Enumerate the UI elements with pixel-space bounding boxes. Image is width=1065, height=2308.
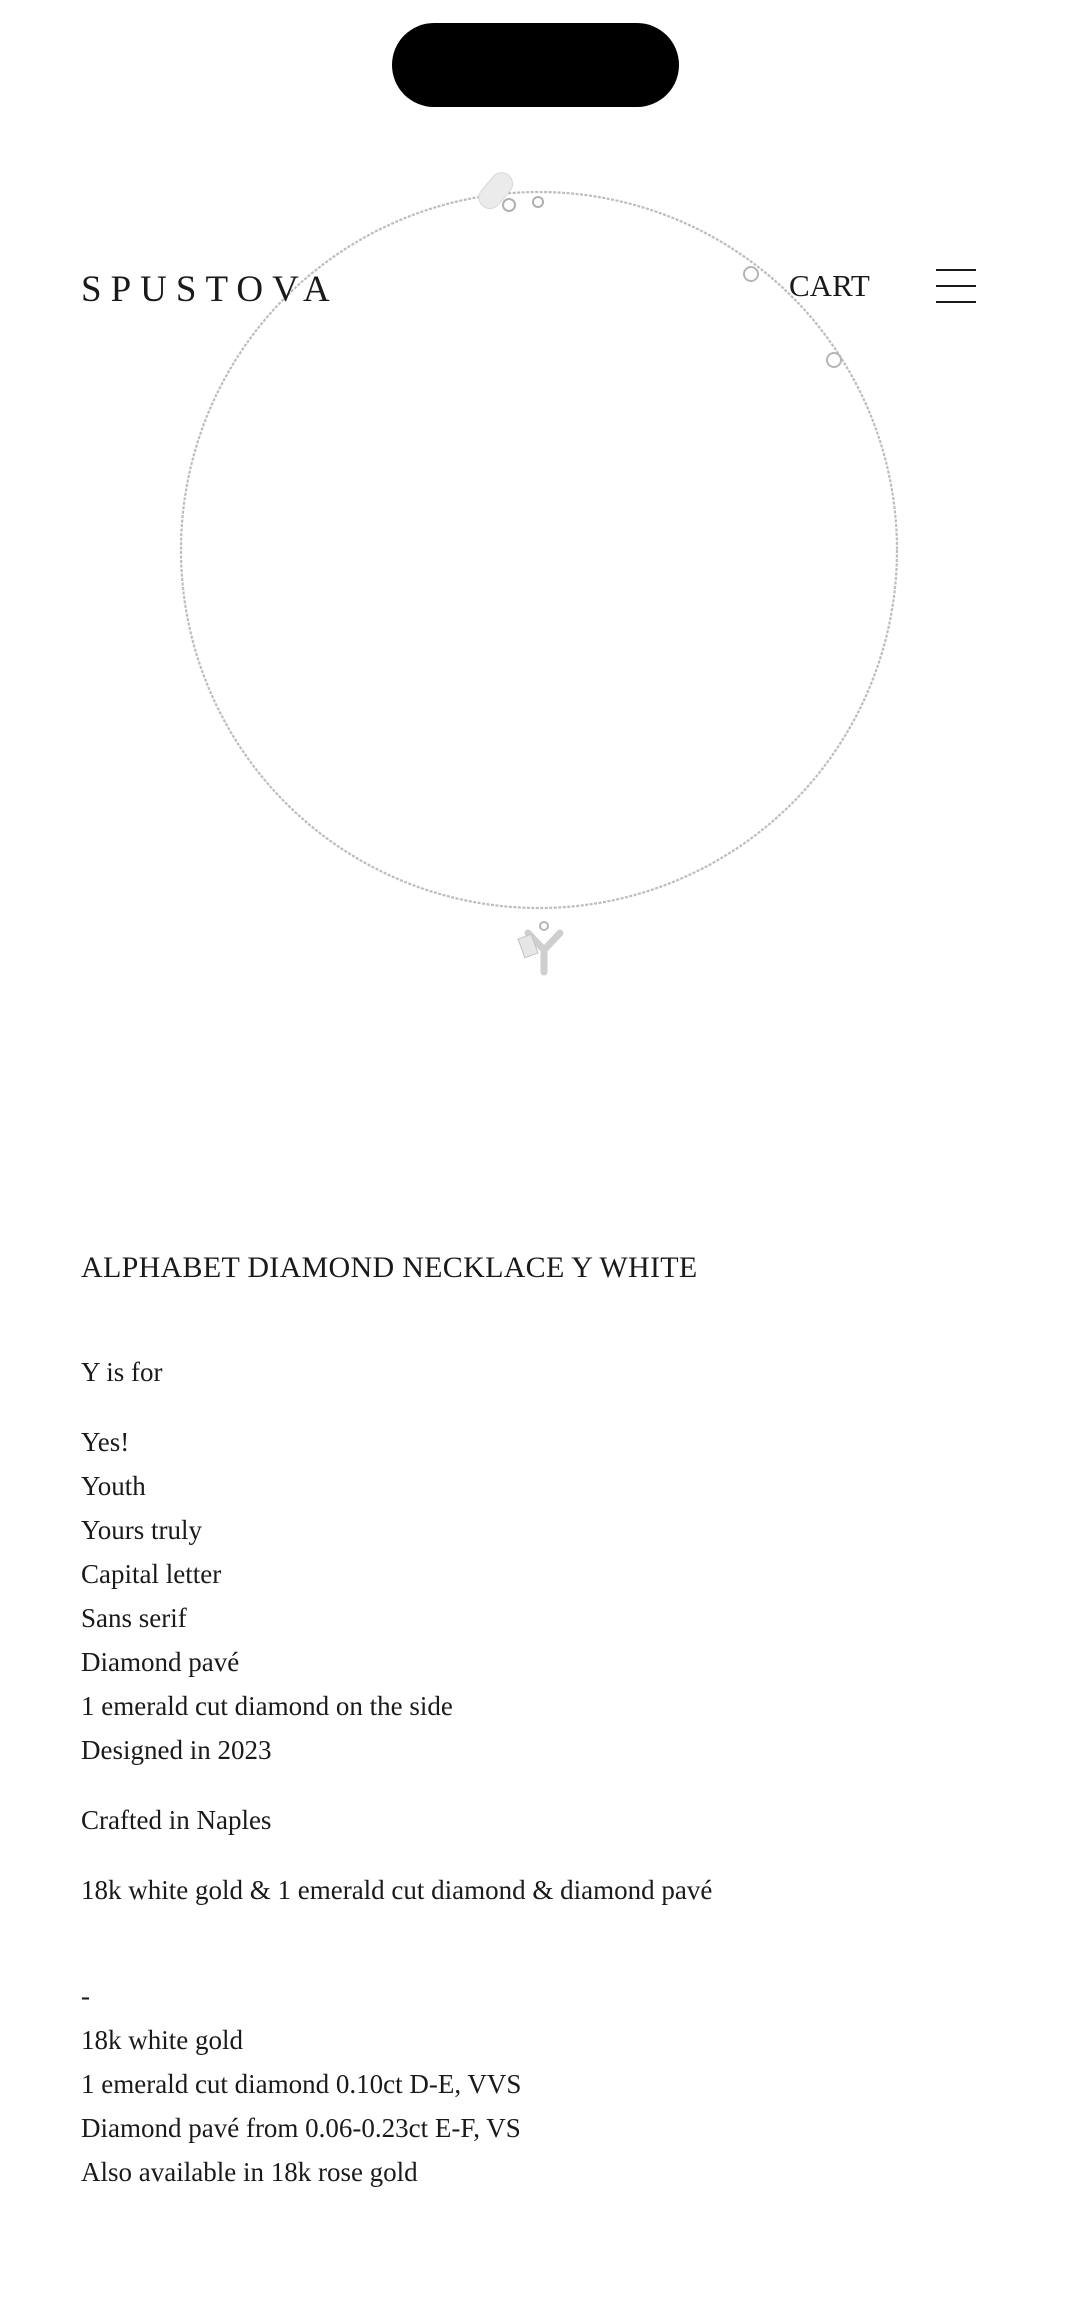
- y-words-list: [81, 1420, 981, 1772]
- list-item: Sans serif: [81, 1603, 187, 1633]
- list-item: 18k white gold: [81, 2025, 243, 2055]
- list-item: Diamond pavé from 0.06-0.23ct E-F, VS: [81, 2113, 521, 2143]
- list-item: Designed in 2023: [81, 1735, 272, 1765]
- separator: -: [81, 1981, 90, 2011]
- product-title: ALPHABET DIAMOND NECKLACE Y WHITE: [81, 1251, 698, 1284]
- list-item: Yours truly: [81, 1515, 203, 1545]
- list-item: 1 emerald cut diamond on the side: [81, 1691, 453, 1721]
- crafted-text: Crafted in Naples: [81, 1805, 272, 1835]
- brand-logo[interactable]: SPUSTOVA: [81, 269, 339, 310]
- clasp-tag: [474, 168, 517, 213]
- product-description: [81, 1248, 981, 2220]
- list-item: Yes!: [81, 1427, 130, 1457]
- menu-bar: [936, 285, 976, 287]
- specs-list: [81, 1974, 981, 2194]
- cart-link[interactable]: CART: [789, 268, 870, 303]
- list-item: Diamond pavé: [81, 1647, 240, 1677]
- list-item: 1 emerald cut diamond 0.10ct D-E, VVS: [81, 2069, 522, 2099]
- intro-text: Y is for: [81, 1357, 163, 1387]
- list-item: Capital letter: [81, 1559, 222, 1589]
- device-notch: [392, 23, 679, 107]
- menu-bar: [936, 269, 976, 271]
- materials-summary: 18k white gold & 1 emerald cut diamond & diamond pavé: [81, 1875, 713, 1905]
- menu-bar: [936, 301, 976, 303]
- list-item: Youth: [81, 1471, 146, 1501]
- availability-text: Also available in 18k rose gold: [81, 2157, 418, 2187]
- hamburger-menu-icon[interactable]: [936, 268, 976, 304]
